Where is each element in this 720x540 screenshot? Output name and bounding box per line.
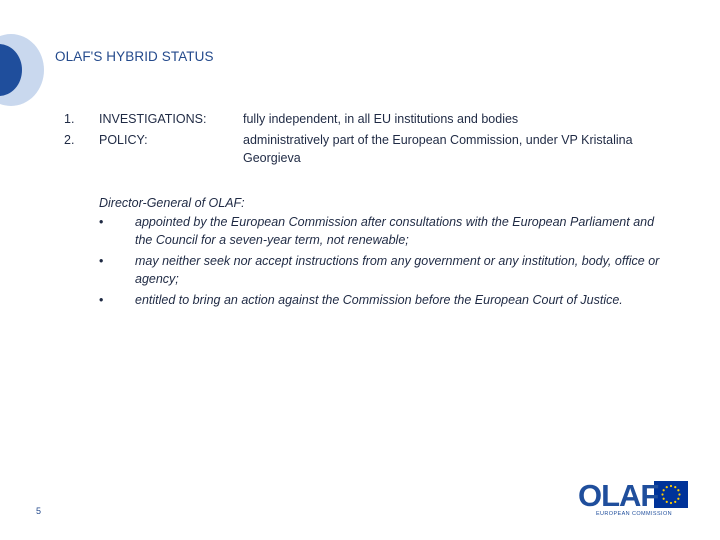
list-desc-policy: administratively part of the European Commission, under VP Kristalina Georgieva [243,133,633,165]
page-number: 5 [36,506,42,516]
eu-star-icon [670,485,672,487]
list-label-investigations: INVESTIGATIONS: [99,112,207,126]
eu-star-icon [661,493,663,495]
eu-star-icon [663,498,665,500]
list-item [99,291,674,309]
bullet-icon: • [99,293,104,307]
eu-star-icon [666,501,668,503]
bullet-icon: • [99,215,104,229]
bullet-text: appointed by the European Commission after consultations with the European Parliament and the Council for a seven-year term, not renewable; [135,215,655,247]
director-general-bullets [99,213,674,309]
eu-star-icon [674,486,676,488]
director-general-section [99,194,674,312]
list-number-1: 1. [64,112,75,126]
olaf-logo [578,480,690,522]
eu-star-icon [670,502,672,504]
page-title: OLAF'S HYBRID STATUS [55,49,214,64]
list-number-2: 2. [64,133,75,147]
list-item [99,213,674,249]
bullet-text: may neither seek nor accept instructions from any government or any institution, body, office or agency; [135,254,660,286]
eu-star-icon [674,501,676,503]
bullet-text: entitled to bring an action against the Commission before the European Court of Justice. [135,293,623,307]
eu-star-icon [677,489,679,491]
eu-star-icon [678,493,680,495]
olaf-logo-text: OLAF [578,480,659,510]
list-label-policy: POLICY: [99,133,148,147]
bullet-icon: • [99,254,104,268]
eu-star-icon [663,489,665,491]
eu-star-icon [677,498,679,500]
olaf-logo-mark [578,480,690,510]
list-desc-investigations: fully independent, in all EU institutions and bodies [243,112,519,126]
list-item [99,252,674,288]
eu-star-icon [666,486,668,488]
director-general-heading: Director-General of OLAF: [99,196,245,210]
logo-subtitle: EUROPEAN COMMISSION [595,511,673,517]
